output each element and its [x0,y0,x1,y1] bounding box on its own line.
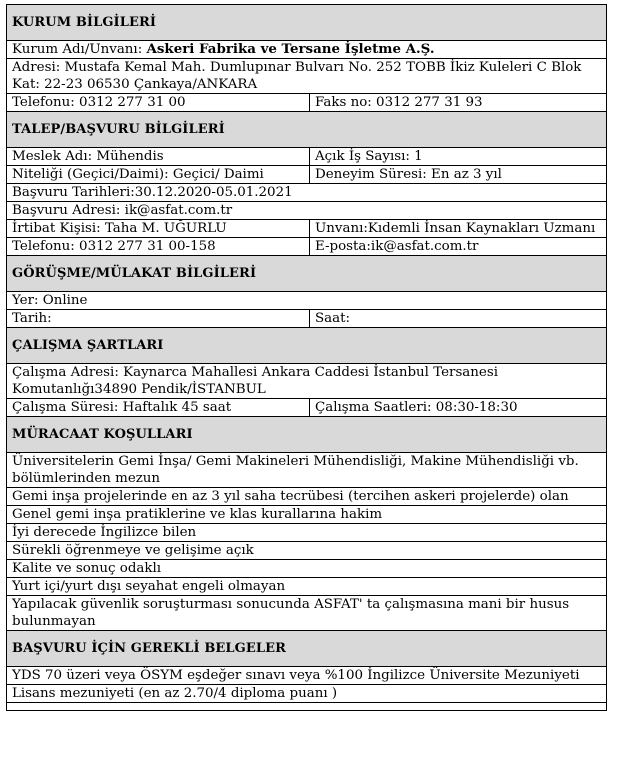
muracaat-kosul: Kalite ve sonuç odaklı [7,560,607,578]
kurum-adres: Adresi: Mustafa Kemal Mah. Dumlupınar Bulvarı No. 252 TOBB İkiz Kuleleri C Blok Kat: 22-23 06530 Çankaya/ANKARA [7,59,607,94]
muracaat-kosul: Üniversitelerin Gemi İnşa/ Gemi Makineleri Mühendisliği, Makine Mühendisliği vb. bölümlerinden mezun [7,453,607,488]
empty-row [7,703,607,711]
muracaat-header: MÜRACAAT KOŞULLARI [7,417,607,453]
kurum-adi-value: Askeri Fabrika ve Tersane İşletme A.Ş. [146,41,435,57]
muracaat-kosul: Genel gemi inşa pratiklerine ve klas kurallarına hakim [7,506,607,524]
irtibat-unvani: Unvanı:Kıdemli İnsan Kaynakları Uzmanı [310,220,607,238]
irtibat-eposta: E-posta:ik@asfat.com.tr [310,238,607,256]
calisma-header: ÇALIŞMA ŞARTLARI [7,328,607,364]
deneyim-suresi: Deneyim Süresi: En az 3 yıl [310,166,607,184]
irtibat-kisisi: İrtibat Kişisi: Taha M. UĞURLU [7,220,310,238]
muracaat-kosul: Yurt içi/yurt dışı seyahat engeli olmayan [7,578,607,596]
gorusme-header: GÖRÜŞME/MÜLAKAT BİLGİLERİ [7,256,607,292]
gorusme-saat: Saat: [310,310,607,328]
belgeler-header: BAŞVURU İÇİN GEREKLİ BELGELER [7,631,607,667]
meslek-adi: Meslek Adı: Mühendis [7,148,310,166]
talep-header: TALEP/BAŞVURU BİLGİLERİ [7,112,607,148]
job-posting-form [6,4,606,711]
niteligi: Niteliği (Geçici/Daimi): Geçici/ Daimi [7,166,310,184]
job-posting-table [6,4,607,711]
gorusme-yer: Yer: Online [7,292,607,310]
kurum-faks: Faks no: 0312 277 31 93 [310,94,607,112]
gerekli-belge: YDS 70 üzeri veya ÖSYM eşdeğer sınavı veya %100 İngilizce Üniversite Mezuniyeti [7,667,607,685]
kurum-header: KURUM BİLGİLERİ [7,5,607,41]
basvuru-adresi: Başvuru Adresi: ik@asfat.com.tr [7,202,607,220]
gorusme-tarih: Tarih: [7,310,310,328]
irtibat-telefonu: Telefonu: 0312 277 31 00-158 [7,238,310,256]
gerekli-belge: Lisans mezuniyeti (en az 2.70/4 diploma puanı ) [7,685,607,703]
basvuru-tarihleri: Başvuru Tarihleri:30.12.2020-05.01.2021 [7,184,607,202]
muracaat-kosul: Sürekli öğrenmeye ve gelişime açık [7,542,607,560]
calisma-adresi: Çalışma Adresi: Kaynarca Mahallesi Ankara Caddesi İstanbul Tersanesi Komutanlığı34890 Pendik/İSTANBUL [7,364,607,399]
calisma-suresi: Çalışma Süresi: Haftalık 45 saat [7,399,310,417]
acik-is-sayisi: Açık İş Sayısı: 1 [310,148,607,166]
kurum-adi [7,41,607,59]
muracaat-kosul: Gemi inşa projelerinde en az 3 yıl saha tecrübesi (tercihen askeri projelerde) olan [7,488,607,506]
muracaat-kosul: Yapılacak güvenlik soruşturması sonucunda ASFAT' ta çalışmasına mani bir husus bulunmayan [7,596,607,631]
kurum-adi-label: Kurum Adı/Unvanı: [12,42,147,57]
calisma-saatleri: Çalışma Saatleri: 08:30-18:30 [310,399,607,417]
kurum-telefon: Telefonu: 0312 277 31 00 [7,94,310,112]
muracaat-kosul: İyi derecede İngilizce bilen [7,524,607,542]
